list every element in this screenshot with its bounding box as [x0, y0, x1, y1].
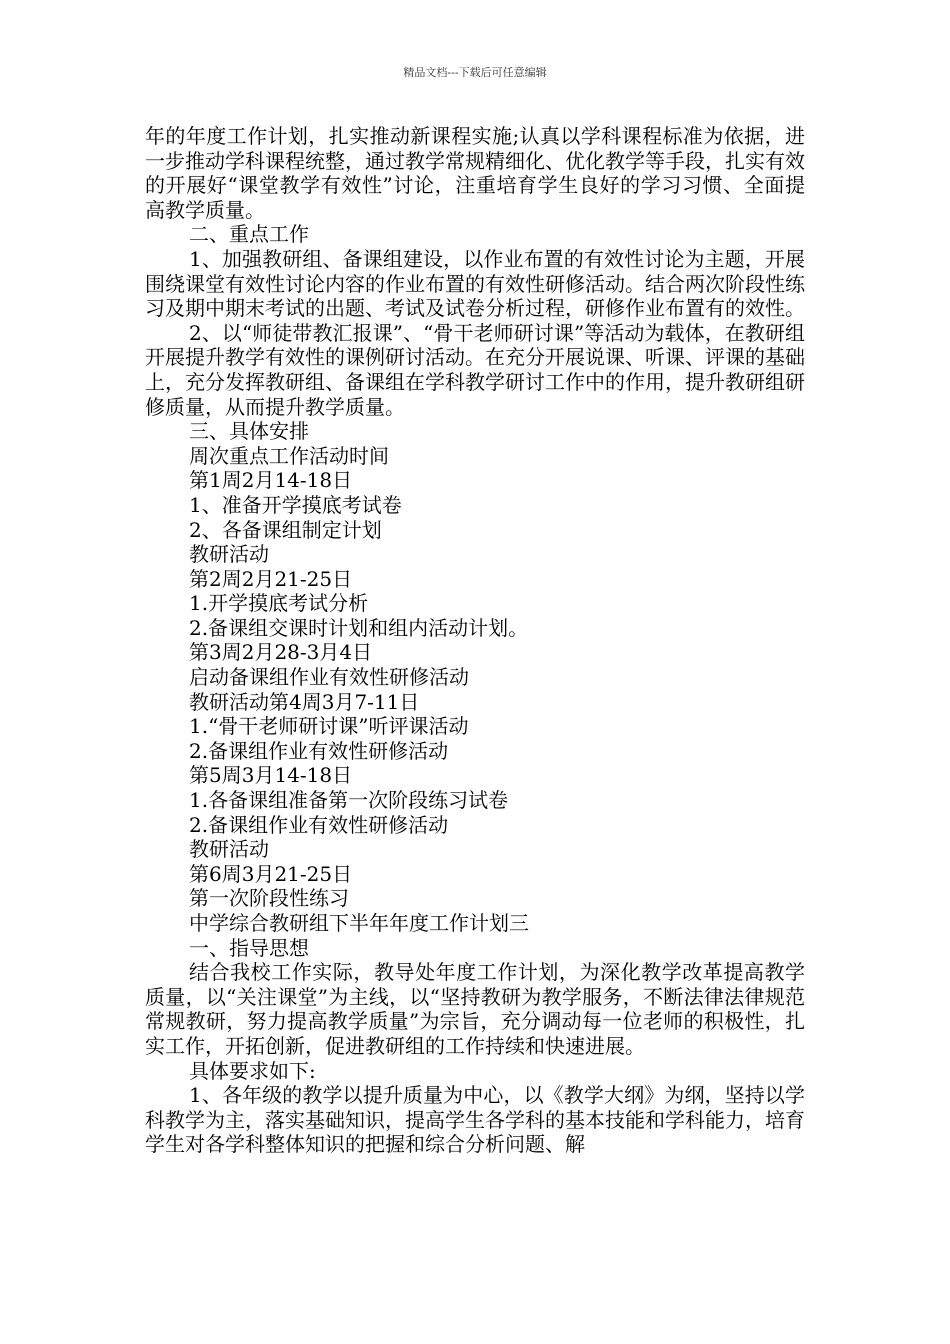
schedule-line: 启动备课组作业有效性研修活动 [189, 665, 469, 690]
schedule-line: 2.备课组作业有效性研修活动 [189, 738, 449, 763]
schedule-line: 第3周2月28-3月4日 [189, 640, 373, 665]
paragraph: 具体要求如下: [189, 1058, 316, 1083]
schedule-line: 教研活动 [189, 837, 269, 862]
schedule-line: 第5周3月14-18日 [189, 763, 353, 788]
section-heading: 二、重点工作 [189, 222, 309, 247]
paragraph: 1、加强教研组、备课组建设，以作业布置的有效性讨论为主题，开展围绕课堂有效性讨论内容的作业布置的有效性研修活动。结合两次阶段性练习及期中期末考试的出题、考试及试卷分析过程，研修作业布置有的效性。 [145, 246, 805, 321]
paragraph: 年的年度工作计划，扎实推动新课程实施;认真以学科课程标准为依据，进一步推动学科课程统整，通过教学常规精细化、优化教学等手段，扎实有效的开展好“课堂教学有效性”讨论，注重培育学生良好的学习习惯、全面提高教学质量。 [145, 124, 805, 222]
section-heading: 三、具体安排 [189, 419, 309, 444]
paragraph: 1、各年级的教学以提升质量为中心，以《教学大纲》为纲，坚持以学科教学为主，落实基础知识，提高学生各学科的基本技能和学科能力，培育学生对各学科整体知识的把握和综合分析问题、解 [145, 1083, 805, 1157]
paragraph: 2、以“师徒带教汇报课”、“骨干老师研讨课”等活动为载体，在教研组开展提升教学有效性的课例研讨活动。在充分开展说课、听课、评课的基础上，充分发挥教研组、备课组在学科教学研讨工作中的作用，提升教研组研修质量，从而提升教学质量。 [145, 320, 805, 419]
schedule-line: 第1周2月14-18日 [189, 468, 353, 493]
page-header: 精品文档---下载后可任意编辑 [403, 66, 547, 79]
schedule-line: 教研活动第4周3月7-11日 [189, 689, 420, 714]
schedule-line: 1.“骨干老师研讨课”听评课活动 [189, 714, 469, 739]
schedule-line: 1.开学摸底考试分析 [189, 591, 369, 616]
document-subtitle: 中学综合教研组下半年年度工作计划三 [189, 911, 529, 935]
schedule-line: 1、准备开学摸底考试卷 [189, 492, 402, 517]
schedule-line: 1.各备课组准备第一次阶段练习试卷 [189, 788, 509, 813]
schedule-line: 周次重点工作活动时间 [189, 443, 389, 468]
schedule-line: 2.备课组交课时计划和组内活动计划。 [189, 615, 529, 640]
schedule-line: 2.备课组作业有效性研修活动 [189, 812, 449, 837]
schedule-line: 教研活动 [189, 542, 269, 567]
schedule-line: 第一次阶段性练习 [189, 886, 349, 911]
paragraph: 结合我校工作实际，教导处年度工作计划，为深化教学改革提高教学质量，以“关注课堂”为主线，以“坚持教研为教学服务，不断法律法律规范常规教研，努力提高教学质量”为宗旨，充分调动每一位老师的积极性，扎实工作，开拓创新，促进教研组的工作持续和快速进展。 [145, 960, 805, 1058]
schedule-line: 2、各备课组制定计划 [189, 517, 382, 542]
schedule-line: 第6周3月21-25日 [189, 861, 353, 886]
schedule-line: 第2周2月21-25日 [189, 566, 353, 591]
section-heading: 一、指导思想 [189, 935, 309, 960]
document-body [145, 124, 805, 1157]
